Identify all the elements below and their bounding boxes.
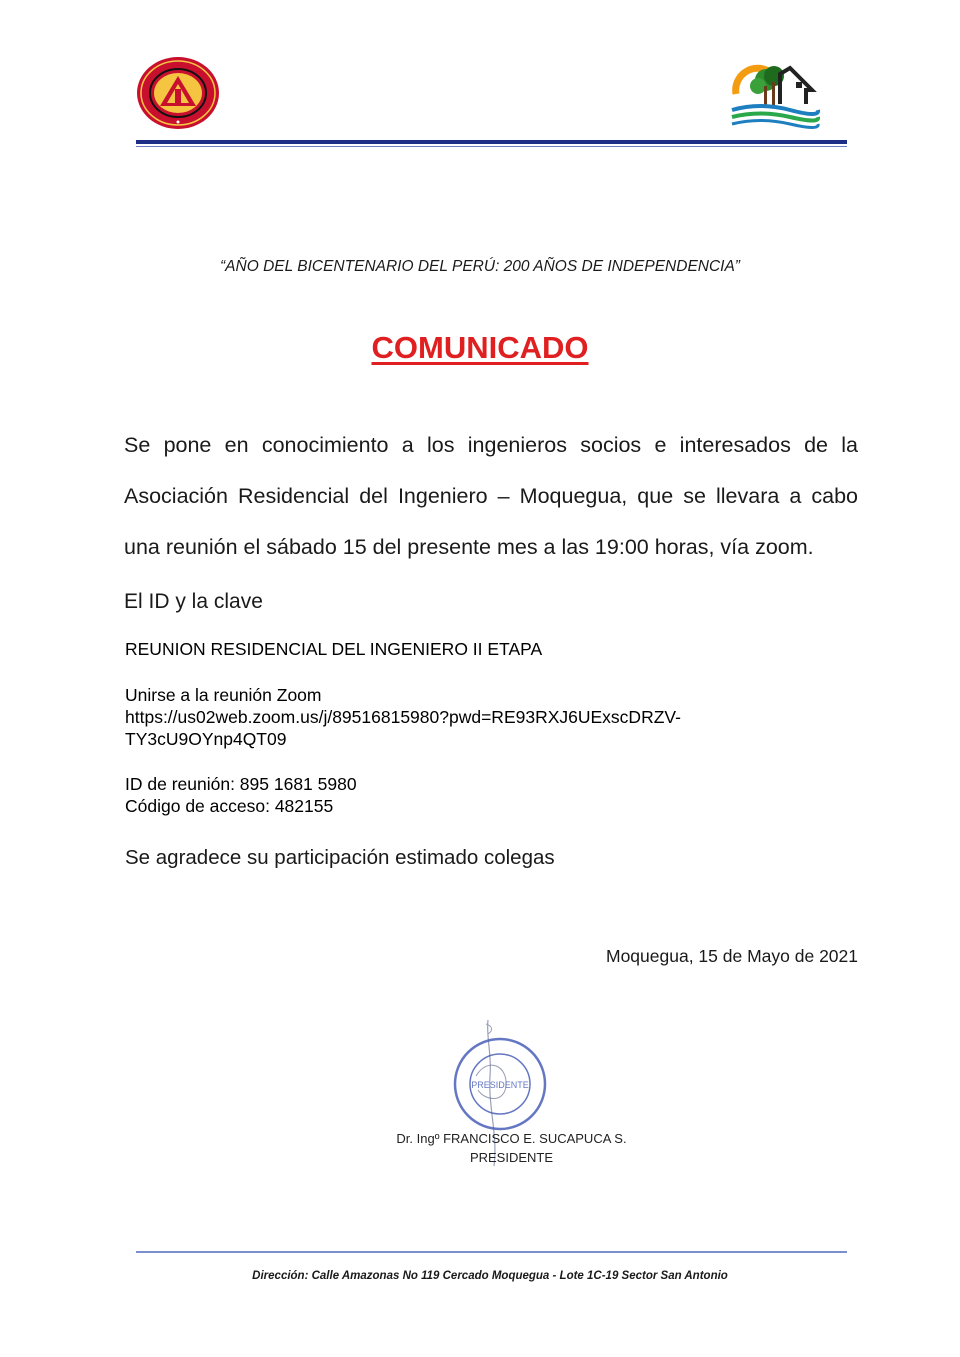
announcement-paragraph: Se pone en conocimiento a los ingenieros socios e interesados de la Asociación Residencial del Ingeniero – Moquegua, que se llevara a cabo una reunión el sábado 15 del presente mes a las 19:00 horas, vía zoom. (124, 433, 858, 559)
zoom-join-label: Unirse a la reunión Zoom (125, 685, 322, 705)
closing-thanks: Se agradece su participación estimado colegas (125, 846, 555, 869)
signer-name: Dr. Ingº FRANCISCO E. SUCAPUCA S. (396, 1131, 627, 1146)
year-motto: “AÑO DEL BICENTENARIO DEL PERÚ: 200 AÑOS DE INDEPENDENCIA” (220, 258, 740, 275)
meeting-credentials (125, 773, 357, 817)
footer-rule (136, 1251, 847, 1253)
footer-address: Dirección: Calle Amazonas No 119 Cercado Moquegua - Lote 1C-19 Sector San Antonio (252, 1270, 728, 1282)
svg-text:PRESIDENTE: PRESIDENTE (471, 1080, 529, 1090)
document-title: COMUNICADO (371, 330, 589, 365)
access-code: Código de acceso: 482155 (125, 796, 334, 816)
signer-role: PRESIDENTE (469, 1150, 554, 1165)
zoom-link-continuation[interactable]: TY3cU9OYnp4QT09 (125, 729, 287, 749)
engineers-college-seal-icon (136, 56, 220, 130)
id-and-key-label: El ID y la clave (124, 590, 263, 613)
header-rule-thin (136, 146, 847, 147)
zoom-join-block (125, 684, 681, 750)
header-rule (136, 140, 847, 144)
meeting-name: REUNION RESIDENCIAL DEL INGENIERO II ETAPA (125, 639, 543, 659)
meeting-id: ID de reunión: 895 1681 5980 (125, 774, 357, 794)
signature-block (0, 1129, 960, 1167)
zoom-link[interactable]: https://us02web.zoom.us/j/89516815980?pwd=RE93RXJ6UExscDRZV- (125, 707, 681, 727)
residential-trees-house-icon (730, 60, 820, 132)
place-and-date: Moquegua, 15 de Mayo de 2021 (606, 946, 858, 966)
